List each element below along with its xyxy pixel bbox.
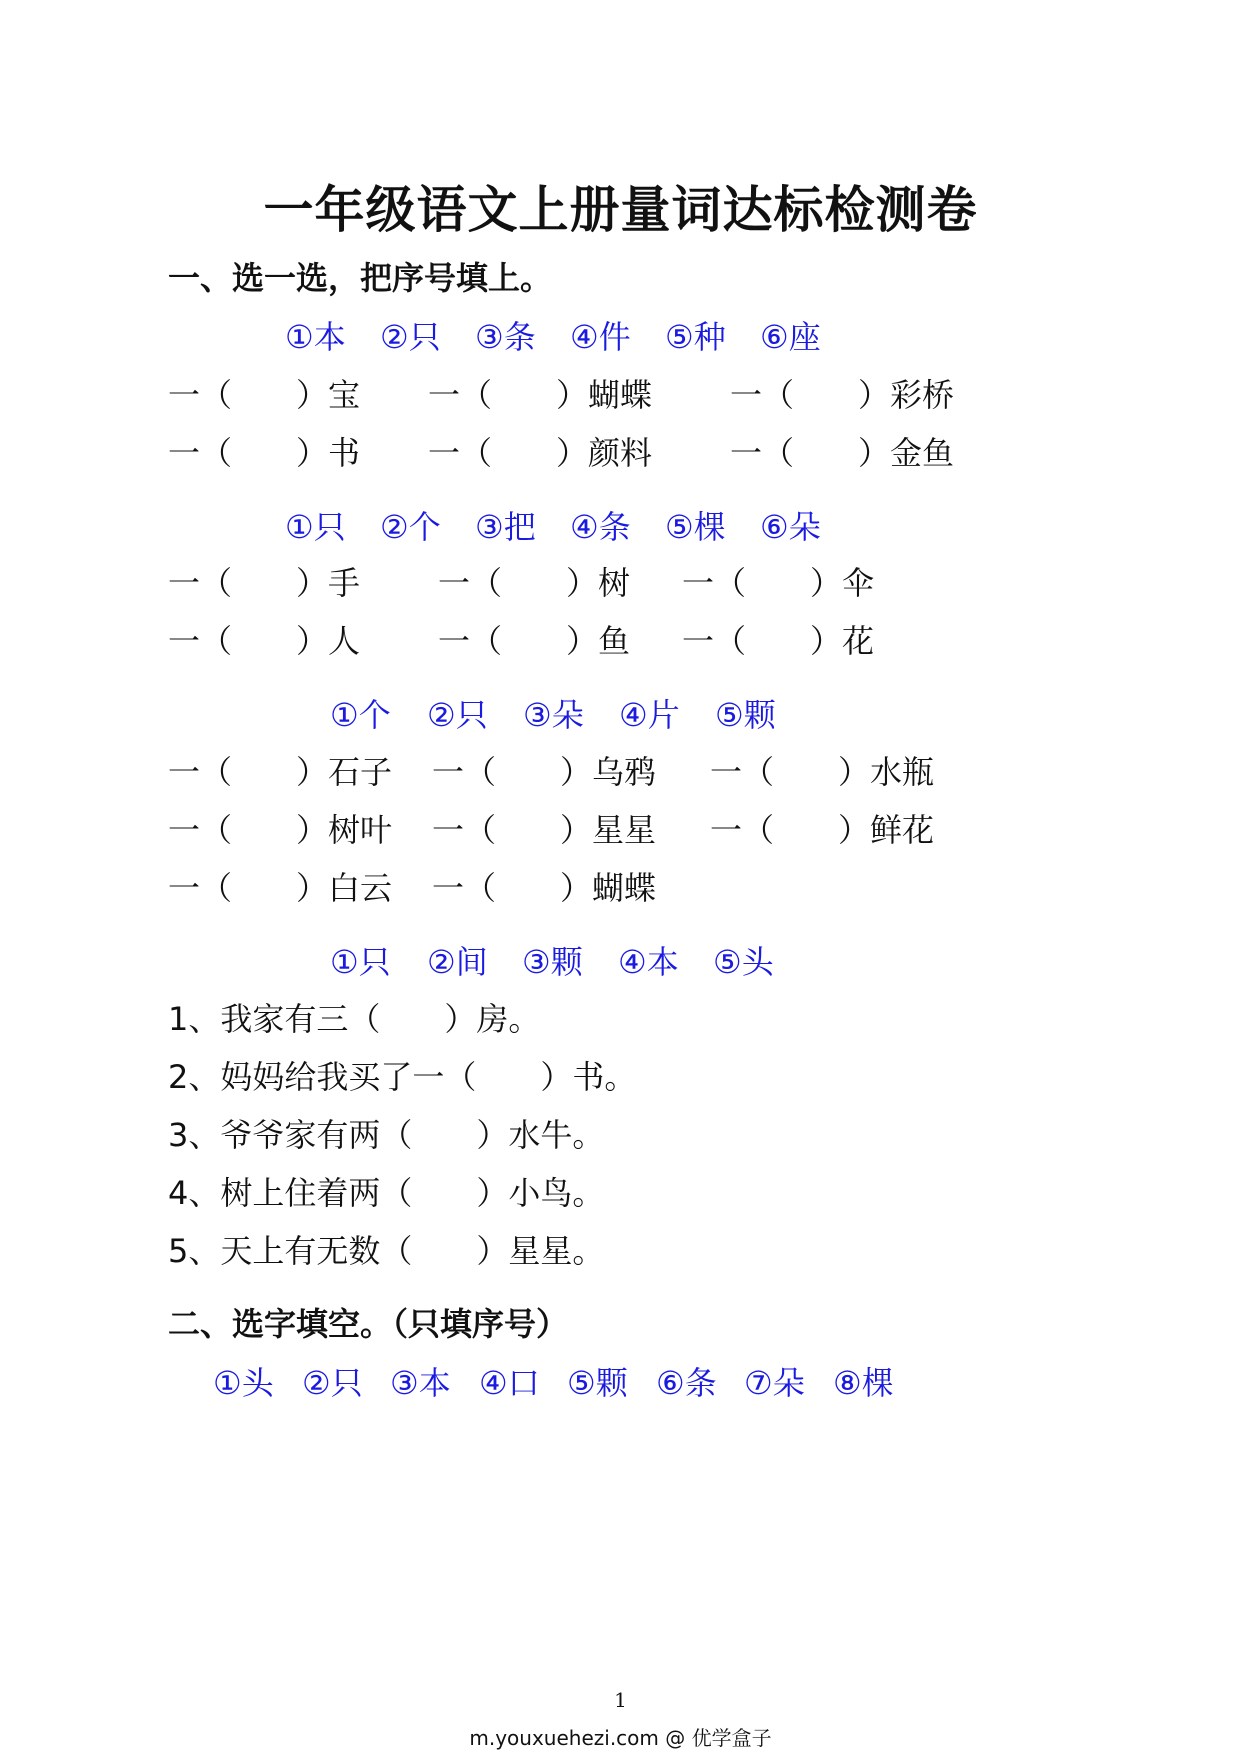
option: ①头 <box>213 1364 274 1402</box>
option: ⑤棵 <box>665 508 726 546</box>
fill-item: 一（ ）颜料 <box>428 434 653 472</box>
fill-item: 一（ ）伞 <box>682 564 875 602</box>
option: ③条 <box>475 318 536 356</box>
option: ④条 <box>570 508 631 546</box>
option: ⑥条 <box>656 1364 717 1402</box>
footer-watermark: m.youxuehezi.com @ 优学盒子 <box>469 1726 772 1750</box>
fill-item: 一（ ）树 <box>438 564 631 602</box>
option: ③颗 <box>522 943 583 981</box>
option: ⑦朵 <box>744 1364 805 1402</box>
fill-item: 一（ ）树叶 <box>168 811 393 849</box>
option: ⑤种 <box>665 318 726 356</box>
fill-item: 一（ ）白云 <box>168 869 393 907</box>
fill-item: 一（ ）鱼 <box>438 622 631 660</box>
sentence: 3、爷爷家有两（ ）水牛。 <box>168 1116 605 1154</box>
option: ①本 <box>285 318 346 356</box>
sentence: 5、天上有无数（ ）星星。 <box>168 1232 605 1270</box>
fill-item: 一（ ）乌鸦 <box>432 753 657 791</box>
option: ③把 <box>475 508 536 546</box>
option: ②间 <box>427 943 488 981</box>
option: ③本 <box>390 1364 451 1402</box>
option: ②只 <box>302 1364 363 1402</box>
page-title: 一年级语文上册量词达标检测卷 <box>263 181 978 239</box>
section2-heading: 二、选字填空。（只填序号） <box>168 1305 569 1343</box>
fill-item: 一（ ）书 <box>168 434 361 472</box>
option: ④本 <box>618 943 679 981</box>
option: ②只 <box>380 318 441 356</box>
option: ①个 <box>330 696 391 734</box>
page-number: 1 <box>614 1688 627 1712</box>
fill-item: 一（ ）鲜花 <box>710 811 935 849</box>
option: ⑧棵 <box>833 1364 894 1402</box>
fill-item: 一（ ）蝴蝶 <box>432 869 657 907</box>
fill-item: 一（ ）金鱼 <box>730 434 955 472</box>
option: ④口 <box>479 1364 540 1402</box>
sentence: 1、我家有三（ ）房。 <box>168 1000 541 1038</box>
fill-item: 一（ ）石子 <box>168 753 393 791</box>
option: ⑤颗 <box>567 1364 628 1402</box>
sentence: 4、树上住着两（ ）小鸟。 <box>168 1174 605 1212</box>
sentence: 2、妈妈给我买了一（ ）书。 <box>168 1058 637 1096</box>
fill-item: 一（ ）星星 <box>432 811 657 849</box>
fill-item: 一（ ）花 <box>682 622 875 660</box>
fill-item: 一（ ）手 <box>168 564 361 602</box>
option: ⑥座 <box>760 318 821 356</box>
fill-item: 一（ ）蝴蝶 <box>428 376 653 414</box>
option: ②个 <box>380 508 441 546</box>
option: ①只 <box>330 943 391 981</box>
fill-item: 一（ ）水瓶 <box>710 753 935 791</box>
option: ⑤头 <box>713 943 774 981</box>
fill-item: 一（ ）人 <box>168 622 361 660</box>
option: ⑥朵 <box>760 508 821 546</box>
option: ⑤颗 <box>715 696 776 734</box>
option: ②只 <box>427 696 488 734</box>
fill-item: 一（ ）彩桥 <box>730 376 955 414</box>
option: ④片 <box>619 696 680 734</box>
section1-heading: 一、选一选，把序号填上。 <box>168 259 553 297</box>
fill-item: 一（ ）宝 <box>168 376 361 414</box>
option: ①只 <box>285 508 346 546</box>
option: ③朵 <box>523 696 584 734</box>
option: ④件 <box>570 318 631 356</box>
